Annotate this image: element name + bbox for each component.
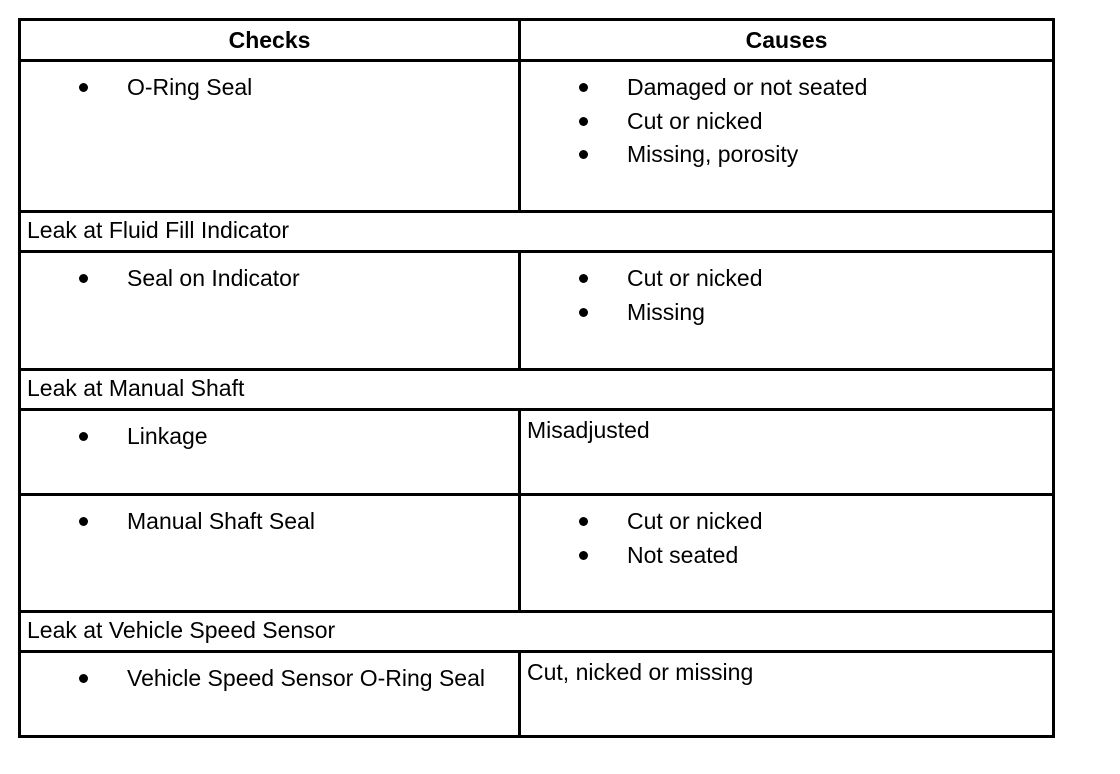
- section-title: Leak at Manual Shaft: [20, 370, 1054, 410]
- check-item: Vehicle Speed Sensor O-Ring Seal: [21, 662, 518, 696]
- table-row: [20, 252, 1054, 370]
- check-cell: [20, 252, 520, 370]
- section-row: [20, 370, 1054, 410]
- header-row: [20, 20, 1054, 61]
- table-row: [20, 61, 1054, 212]
- check-item: Manual Shaft Seal: [21, 505, 518, 539]
- section-title: Leak at Vehicle Speed Sensor: [20, 612, 1054, 652]
- table-row: [20, 652, 1054, 737]
- causes-cell: [520, 252, 1054, 370]
- cause-item: Damaged or not seated: [521, 71, 1052, 105]
- section-row: [20, 612, 1054, 652]
- cause-item: Cut or nicked: [521, 262, 1052, 296]
- diagnosis-table: [18, 18, 1055, 738]
- check-item: O-Ring Seal: [21, 71, 518, 105]
- causes-cell: [520, 61, 1054, 212]
- check-cell: [20, 652, 520, 737]
- table-row: [20, 410, 1054, 495]
- cause-item: Not seated: [521, 539, 1052, 573]
- table-row: [20, 495, 1054, 612]
- cause-item: Cut or nicked: [521, 505, 1052, 539]
- cause-text: Misadjusted: [520, 410, 1054, 495]
- check-cell: [20, 495, 520, 612]
- checks-header: Checks: [20, 20, 520, 61]
- check-cell: [20, 61, 520, 212]
- check-item: Seal on Indicator: [21, 262, 518, 296]
- section-row: [20, 212, 1054, 252]
- causes-cell: [520, 495, 1054, 612]
- section-title: Leak at Fluid Fill Indicator: [20, 212, 1054, 252]
- cause-text: Cut, nicked or missing: [520, 652, 1054, 737]
- check-cell: [20, 410, 520, 495]
- cause-item: Missing: [521, 296, 1052, 330]
- causes-header: Causes: [520, 20, 1054, 61]
- check-item: Linkage: [21, 420, 518, 454]
- cause-item: Missing, porosity: [521, 138, 1052, 172]
- cause-item: Cut or nicked: [521, 105, 1052, 139]
